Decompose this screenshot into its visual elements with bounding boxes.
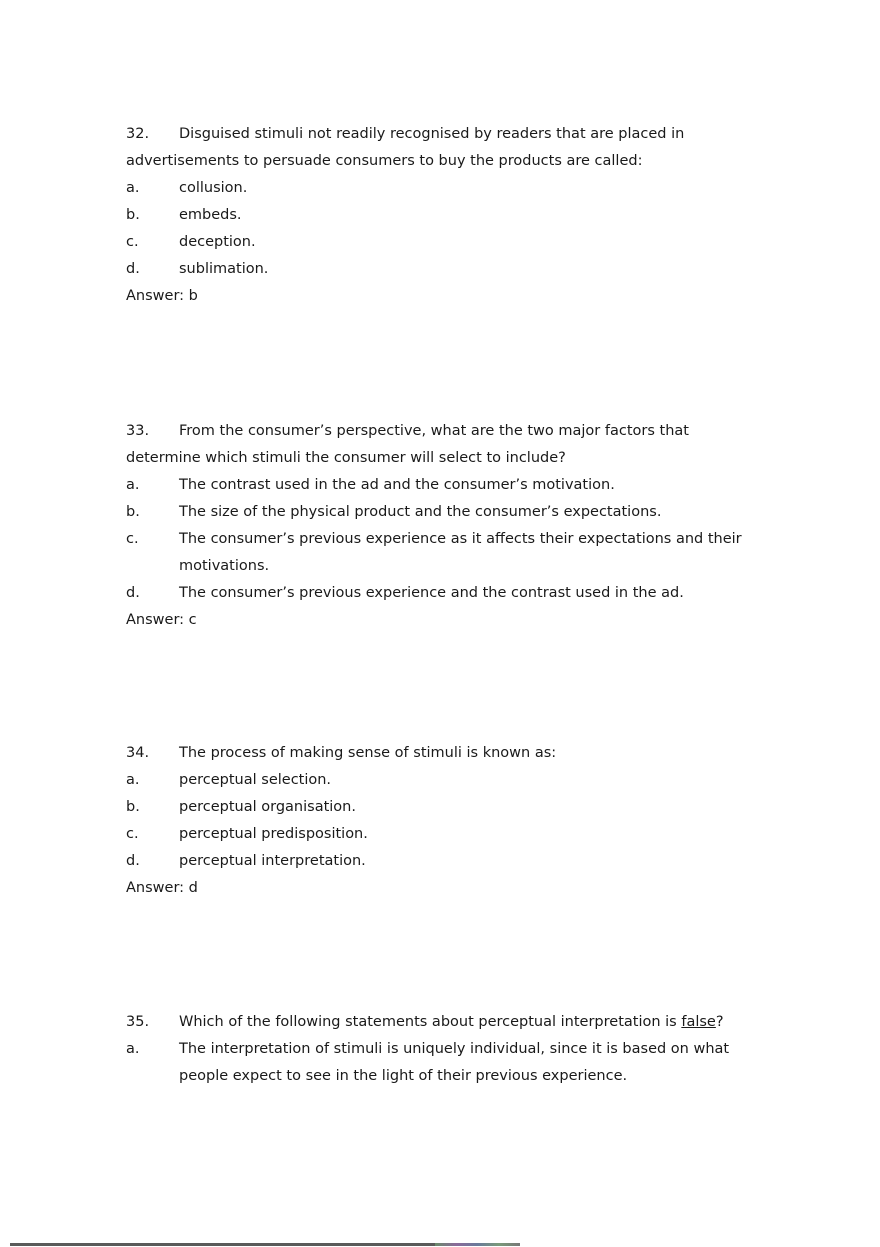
question-33	[126, 418, 766, 634]
question-stem: 32. Disguised stimuli not readily recognised by readers that are placed in	[126, 121, 766, 148]
question-number: 35.	[126, 1014, 150, 1030]
option-a-continued: people expect to see in the light of their previous experience.	[179, 1068, 628, 1084]
option-a: a. The interpretation of stimuli is uniquely individual, since it is based on what	[126, 1041, 730, 1057]
option-b: b. embeds.	[126, 207, 242, 223]
question-stem-continued: determine which stimuli the consumer will select to include?	[126, 450, 566, 466]
page-bottom-rule-tail	[435, 1243, 520, 1246]
option-d: d. The consumer’s previous experience and the contrast used in the ad.	[126, 585, 684, 601]
option-a: a. perceptual selection.	[126, 772, 332, 788]
question-stem: 33. From the consumer’s perspective, what are the two major factors that	[126, 418, 766, 445]
question-stem: 34. The process of making sense of stimuli is known as:	[126, 740, 766, 767]
question-number: 32.	[126, 126, 150, 142]
option-d: d. perceptual interpretation.	[126, 853, 366, 869]
question-32	[126, 121, 766, 310]
answer: Answer: c	[126, 612, 197, 628]
option-c-continued: motivations.	[179, 558, 270, 574]
emphasis-false: false	[681, 1014, 716, 1030]
question-number: 33.	[126, 423, 150, 439]
page-bottom-rule	[10, 1243, 520, 1246]
option-c: c. The consumer’s previous experience as it affects their expectations and their	[126, 531, 742, 547]
option-b: b. The size of the physical product and the consumer’s expectations.	[126, 504, 662, 520]
option-c: c. perceptual predisposition.	[126, 826, 368, 842]
question-number: 34.	[126, 745, 150, 761]
option-d: d. sublimation.	[126, 261, 269, 277]
option-a: a. The contrast used in the ad and the consumer’s motivation.	[126, 477, 615, 493]
question-34	[126, 740, 766, 902]
option-a: a. collusion.	[126, 180, 248, 196]
question-35	[126, 1009, 766, 1090]
answer: Answer: b	[126, 288, 198, 304]
answer: Answer: d	[126, 880, 198, 896]
option-b: b. perceptual organisation.	[126, 799, 356, 815]
question-stem-continued: advertisements to persuade consumers to buy the products are called:	[126, 153, 643, 169]
option-c: c. deception.	[126, 234, 256, 250]
question-stem: 35. Which of the following statements about perceptual interpretation is false?	[126, 1009, 766, 1036]
